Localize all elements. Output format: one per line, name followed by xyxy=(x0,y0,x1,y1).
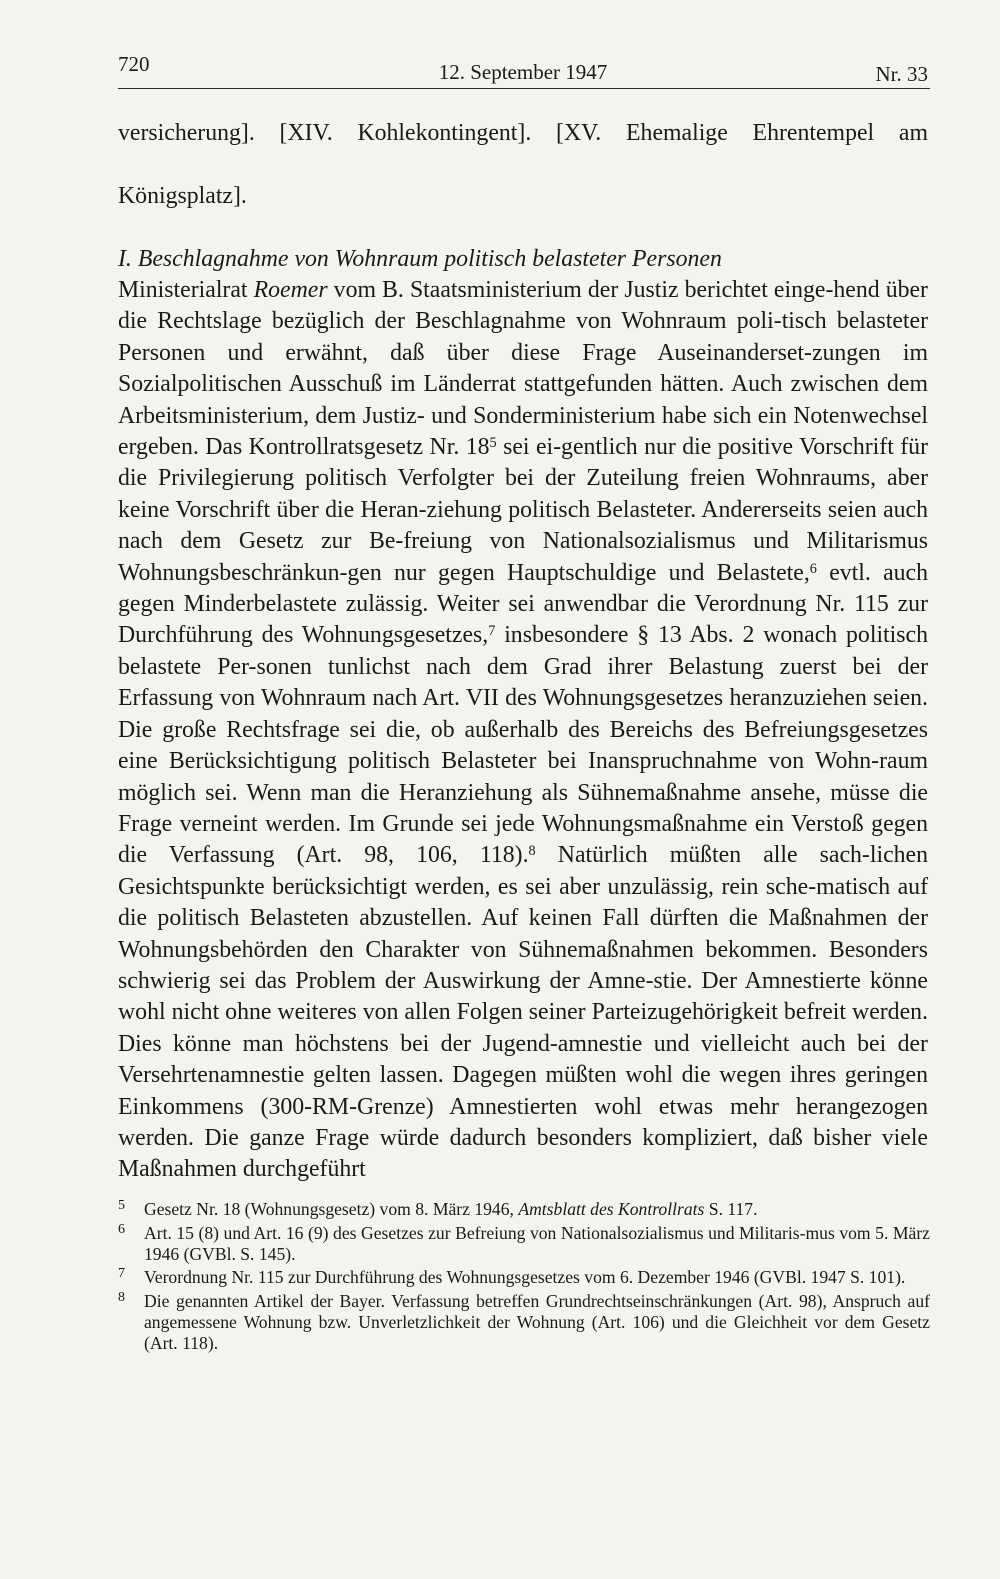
intro-line: versicherung]. [XIV. Kohlekontingent]. [XV. Ehemalige Ehrentempel am xyxy=(118,120,928,146)
text-run: Natürlich müßten alle sach-lichen Gesichtspunkte berücksichtigt werden, es sei aber unzulässig, rein sche-matisch auf die politisch Belasteten abzustellen. Auf keinen Fall dürften die Maßnahmen der Wohnungsbehörden den Charakter von Sühnemaßnahmen bekommen. Besonders schwierig sei das Problem der Auswirkung der Amne-stie. Der Amnestierte könne wohl nicht ohne weiteres von allen Folgen seiner Parteizugehörigkeit befreit werden. Dies könne man höchstens bei der Jugend-amnestie und vielleicht auch bei der Versehrtenamnestie gelten lassen. Dagegen müßten wohl die wegen ihres geringen Einkommens (300-RM-Grenze) Amnestierten wohl etwas mehr herangezogen werden. Die ganze Frage würde dadurch besonders kompliziert, daß bisher viele Maßnahmen durchgeführt xyxy=(118,842,928,1183)
issue-number: Nr. 33 xyxy=(875,62,928,86)
footnote-ref-8: 8 xyxy=(528,843,536,860)
header-rule xyxy=(118,88,930,89)
footnote-text: Art. 15 (8) und Art. 16 (9) des Gesetzes zur Befreiung von Nationalsozialismus und Militaris-mus vom 5. März 1946 (GVBl. S. 145). xyxy=(144,1222,930,1264)
footnote-number: 7 xyxy=(118,1266,125,1282)
footnote-number: 8 xyxy=(118,1290,125,1306)
text-run: insbesondere § 13 Abs. 2 wonach politisch belastete Per-sonen tunlichst nach dem Grad ihrer Belastung zuerst bei der Erfassung von Wohnraum nach Art. VII des Wohnungsgesetzes heranzuziehen seien. Die große Rechtsfrage sei die, ob außerhalb des Bereichs des Befreiungsgesetzes eine Berücksichtigung politisch Belasteter bei Inanspruchnahme von Wohn-raum möglich sei. Wenn man die Heranziehung als Sühnemaßnahme ansehe, müsse die Frage verneint werden. Im Grunde sei jede Wohnungsmaßnahme ein Verstoß gegen die Verfassung (Art. 98, 106, 118). xyxy=(118,622,928,869)
person-name: Roemer xyxy=(253,277,328,304)
footnote-text: Gesetz Nr. 18 (Wohnungsgesetz) vom 8. März 1946, xyxy=(144,1199,519,1219)
header-date: 12. September 1947 xyxy=(438,60,608,84)
footnote-text: Die genannten Artikel der Bayer. Verfassung betreffen Grundrechtseinschränkungen (Art. 98), Anspruch auf angemessene Wohnung bzw. Unverletzlichkeit der Wohnung (Art. 106) und die Gleichheit vor dem Gesetz (Art. 118). xyxy=(144,1291,930,1353)
footnote xyxy=(118,1223,930,1265)
footnote-ref-6: 6 xyxy=(809,560,817,577)
text-run: sei ei-gentlich nur die positive Vorschrift für die Privilegierung politisch Verfolgter bei der Zuteilung freien Wohnraums, aber keine Vorschrift über die Heran-ziehung politisch Belasteter. Andererseits seien auch nach dem Gesetz zur Be-freiung von Nationalsozialismus und Militarismus Wohnungsbeschränkun-gen nur gegen Hauptschuldige und Belastete, xyxy=(118,434,929,586)
text-run: evtl. auch gegen Minderbelastete zulässig. Weiter sei anwendbar die Verordnung Nr. 115 zur Durchführung des Wohnungsgesetzes, xyxy=(118,559,929,649)
intro-line: Königsplatz]. xyxy=(118,182,247,209)
footnote xyxy=(118,1267,930,1288)
footnote-text: S. 117. xyxy=(704,1199,758,1219)
text-run: Ministerialrat xyxy=(118,277,254,304)
footnote-number: 6 xyxy=(118,1221,125,1237)
footnote-text: Verordnung Nr. 115 zur Durchführung des Wohnungsgesetzes vom 6. Dezember 1946 (GVBl. 1947 S. 101). xyxy=(144,1267,906,1288)
footnote-number: 5 xyxy=(118,1198,125,1213)
footnote xyxy=(118,1199,930,1220)
text-run: vom B. Staatsministerium der Justiz berichtet einge-hend über die Rechtslage bezüglich der Beschlagnahme von Wohnraum poli-tisch belasteter Personen und erwähnt, daß über diese Frage Auseinanderset-zungen im Sozialpolitischen Ausschuß im Länderrat stattgefunden hätten. Auch zwischen dem Arbeitsministerium, dem Justiz- und Sonderministerium habe sich ein Notenwechsel ergeben. Das Kontrollratsgesetz Nr. 18 xyxy=(118,277,928,461)
footnote-ref-5: 5 xyxy=(489,434,497,451)
footnote-source: Amtsblatt des Kontrollrats xyxy=(518,1199,705,1219)
footnote xyxy=(118,1291,930,1353)
page-number: 720 xyxy=(118,52,150,76)
running-header xyxy=(118,48,928,88)
body-paragraph xyxy=(118,275,928,1186)
footnotes xyxy=(118,1199,930,1357)
section-heading: I. Beschlagnahme von Wohnraum politisch belasteter Personen xyxy=(118,245,722,272)
footnote-ref-7: 7 xyxy=(488,623,496,640)
main-text xyxy=(118,118,928,1186)
